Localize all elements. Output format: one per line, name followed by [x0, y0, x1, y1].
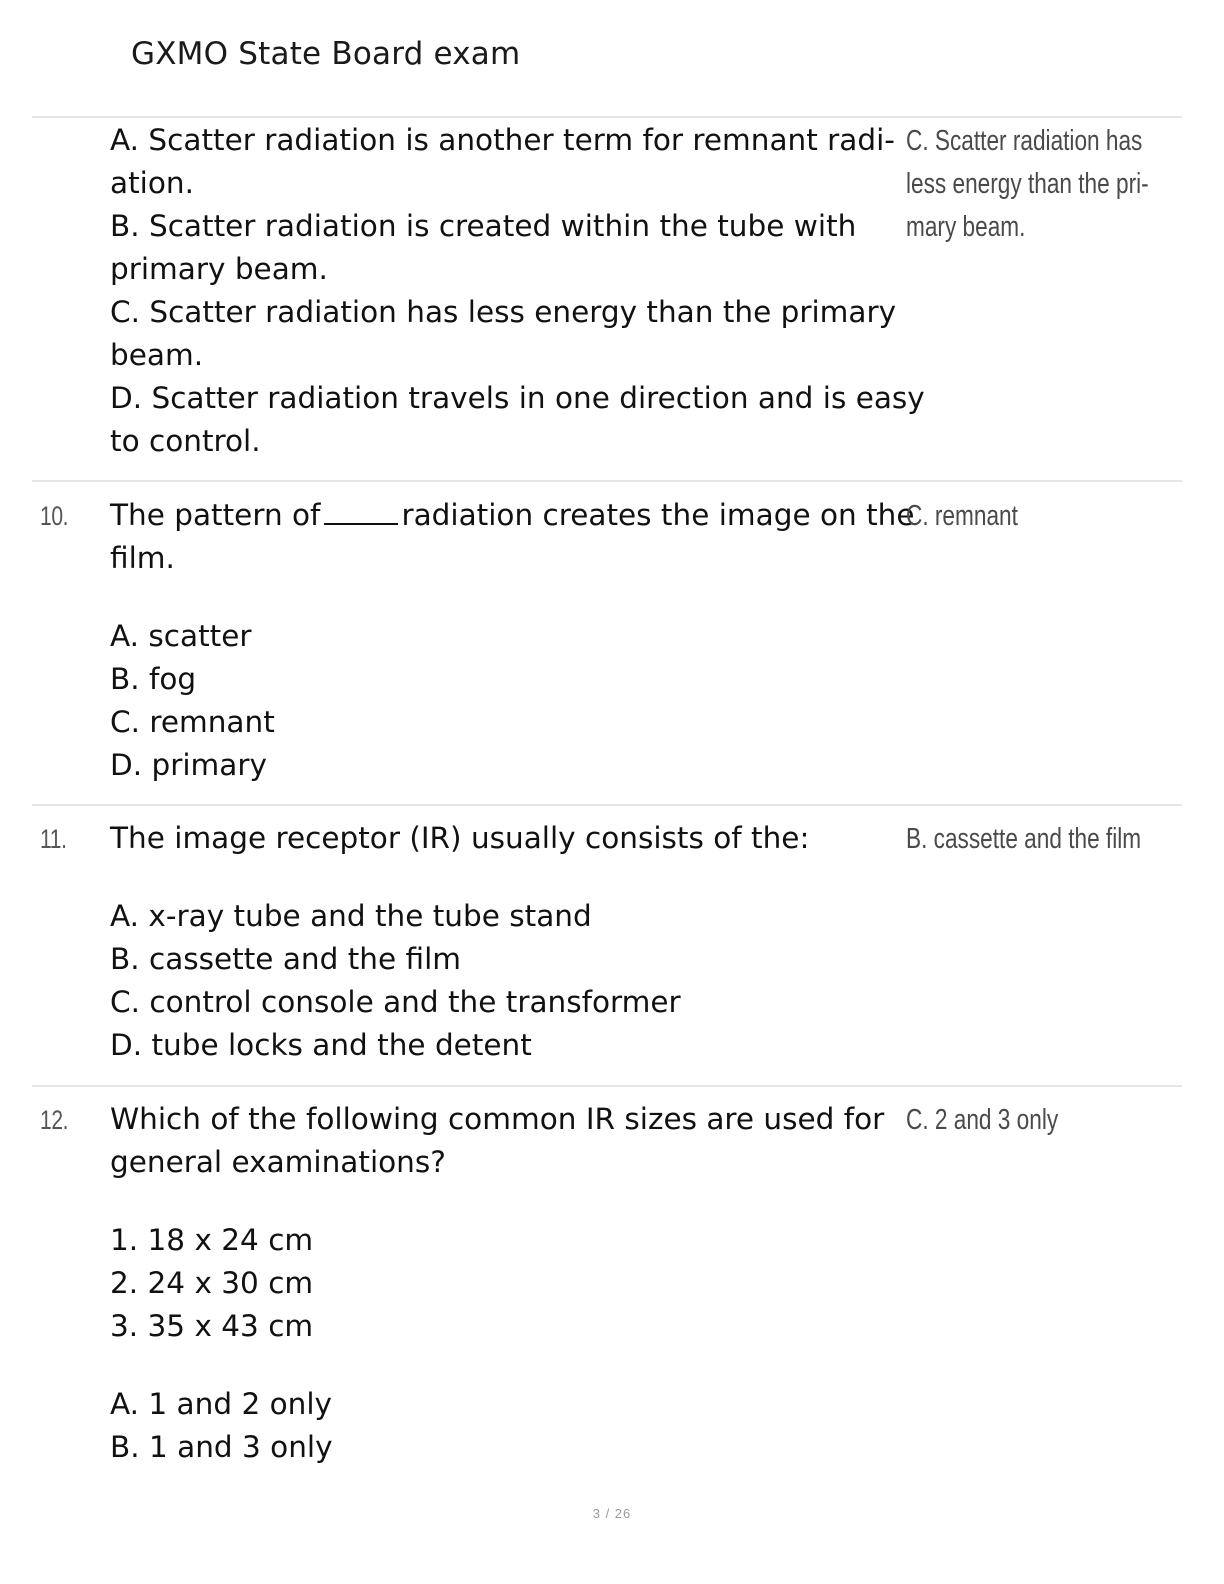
question-number: 10. [40, 501, 69, 531]
option-b: B. 1 and 3 only [110, 1430, 333, 1464]
question-line-1 [110, 494, 915, 537]
option-c-line-1: C. Scatter radiation has less energy than the primary [110, 295, 897, 329]
question-text-after-blank: radiation creates the image on the [401, 498, 915, 532]
question-text-before-blank: The pattern of [110, 498, 321, 532]
option-a: A. 1 and 2 only [110, 1387, 332, 1421]
option-c: C. control console and the transformer [110, 985, 681, 1019]
question-10-text [110, 494, 915, 787]
size-item-1: 1. 18 x 24 cm [110, 1223, 314, 1257]
option-c-line-2: beam. [110, 338, 204, 372]
option-a: A. scatter [110, 619, 252, 653]
question-11-answer: B. cassette and the film [906, 823, 1142, 855]
answer-line-1: C. Scatter radiation has [906, 125, 1143, 157]
question-line-2: film. [110, 541, 175, 575]
option-d: D. tube locks and the detent [110, 1028, 532, 1062]
option-a-line-1: A. Scatter radiation is another term for remnant radi- [110, 123, 895, 157]
option-a: A. x-ray tube and the tube stand [110, 899, 592, 933]
divider [32, 116, 1182, 118]
answer-line-3: mary beam. [906, 211, 1026, 243]
divider [32, 804, 1182, 806]
option-c: C. remnant [110, 705, 275, 739]
question-number: 11. [40, 824, 67, 854]
option-b: B. fog [110, 662, 197, 696]
option-a-line-2: ation. [110, 166, 194, 200]
question-line-2: general examinations? [110, 1145, 446, 1179]
option-b-line-1: B. Scatter radiation is created within the tube with [110, 209, 857, 243]
question-9-answer [906, 120, 1149, 249]
question-9-options [110, 119, 925, 463]
divider [32, 1085, 1182, 1087]
question-line-1: The image receptor (IR) usually consists of the: [110, 821, 810, 855]
question-10-answer: C. remnant [906, 500, 1018, 532]
option-d: D. primary [110, 748, 267, 782]
answer-line-2: less energy than the pri- [906, 168, 1149, 200]
question-12-answer: C. 2 and 3 only [906, 1104, 1059, 1136]
size-item-3: 3. 35 x 43 cm [110, 1309, 314, 1343]
option-b-line-2: primary beam. [110, 252, 328, 286]
option-d-line-2: to control. [110, 424, 261, 458]
page-number: 3 / 26 [592, 1506, 632, 1521]
question-11-text [110, 817, 910, 1067]
divider [32, 480, 1182, 482]
size-item-2: 2. 24 x 30 cm [110, 1266, 314, 1300]
option-b: B. cassette and the film [110, 942, 462, 976]
question-12-text [110, 1098, 910, 1469]
question-number: 12. [40, 1105, 69, 1135]
question-line-1: Which of the following common IR sizes are used for [110, 1102, 885, 1136]
option-d-line-1: D. Scatter radiation travels in one direction and is easy [110, 381, 925, 415]
page-title: GXMO State Board exam [131, 36, 521, 72]
fill-in-blank [324, 501, 398, 525]
